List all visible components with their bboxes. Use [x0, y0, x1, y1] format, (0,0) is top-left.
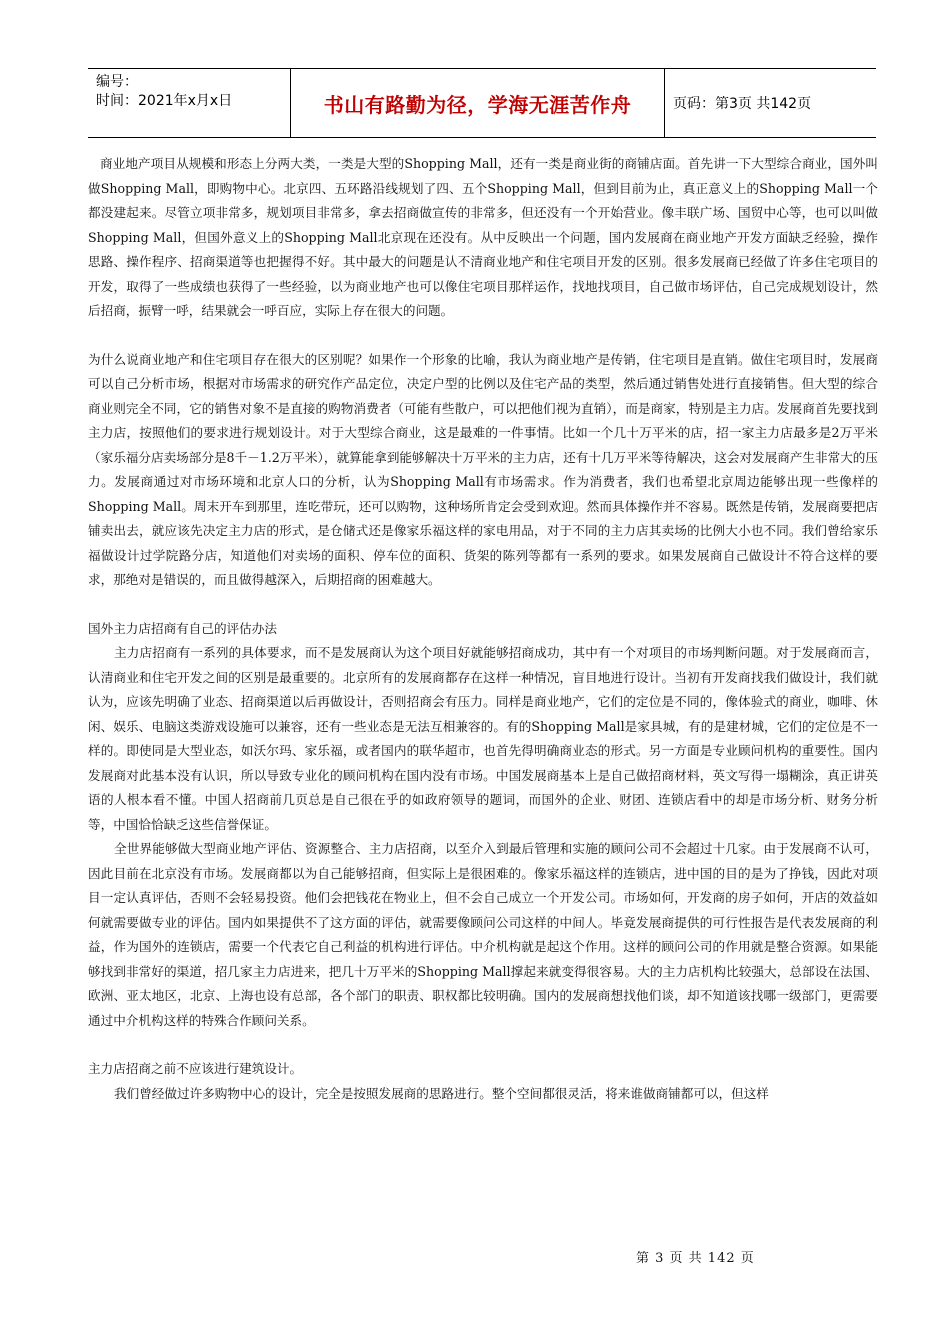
paragraph-4: 全世界能够做大型商业地产评估、资源整合、主力店招商，以至介入到最后管理和实施的顾问公司不会超过十几家。由于发展商不认可，因此目前在北京没有市场。发展商都以为自己能够招商，但实际上是很困难的。像家乐福这样的连锁店，进中国的目的是为了挣钱，因此对项目一定认真评估，否则不会轻易投资。他们会把钱花在物业上，但不会自己成立一个开发公司。市场如何，开发商的房子如何，开店的效益如何就需要做专业的评估。国内如果提供不了这方面的评估，就需要像顾问公司这样的中间人。毕竟发展商提供的可行性报告是代表发展商的利益，作为国外的连锁店，需要一个代表它自己利益的机构进行评估。中介机构就是起这个作用。这样的顾问公司的作用就是整合资源。如果能够找到非常好的渠道，招几家主力店进来，把几十万平米的Shopping Mall撑起来就变得很容易。大的主力店机构比较强大，总部设在法国、欧洲、亚太地区，北京、上海也设有总部，各个部门的职责、职权都比较明确。国内的发展商想找他们谈，却不知道该找哪一级部门，更需要通过中介机构这样的特殊合作顾问关系。	[88, 841, 878, 1028]
paragraph-3: 主力店招商有一系列的具体要求，而不是发展商认为这个项目好就能够招商成功，其中有一个对项目的市场判断问题。对于发展商而言，认清商业和住宅开发之间的区别是最重要的。北京所有的发展商都存在这样一种情况，盲目地进行设计。当初有开发商找我们做设计，我们就认为，应该先明确了业态、招商渠道以后再做设计，否则招商会有压力。同样是商业地产，它们的定位是不同的，像体验式的商业，咖啡、休闲、娱乐、电脑这类游戏设施可以兼容，还有一些业态是无法互相兼容的。有的Shopping Mall是家具城，有的是建材城，它们的定位是不一样的。即使同是大型业态，如沃尔玛、家乐福，或者国内的联华超市，也首先得明确商业态的形式。另一方面是专业顾问机构的重要性。国内发展商对此基本没有认识，所以导致专业化的顾问机构在国内没有市场。中国发展商基本上是自己做招商材料，英文写得一塌糊涂，真正讲英语的人根本看不懂。中国人招商前几页总是自己很在乎的如政府领导的题词，而国外的企业、财团、连锁店看中的却是市场分析、财务分析等，中国恰恰缺乏这些信誉保证。	[88, 645, 878, 832]
section-heading-2: 主力店招商之前不应该进行建筑设计。	[88, 1061, 303, 1076]
header-motto-cell	[290, 69, 665, 137]
page-footer: 第 3 页 共 142 页	[636, 1251, 755, 1266]
paragraph-gap	[88, 593, 878, 617]
document-number-label: 编号：	[96, 74, 138, 90]
paragraph-gap	[88, 324, 878, 348]
paragraph-5: 我们曾经做过许多购物中心的设计，完全是按照发展商的思路进行。整个空间都很灵活，将来谁做商铺都可以，但这样	[114, 1085, 769, 1101]
header-motto: 书山有路勤为径，学海无涯苦作舟	[323, 93, 632, 117]
paragraph-gap	[88, 1033, 878, 1057]
paragraph-2: 为什么说商业地产和住宅项目存在很大的区别呢？如果作一个形象的比喻，我认为商业地产是传销，住宅项目是直销。做住宅项目时，发展商可以自己分析市场，根据对市场需求的研究作产品定位，决定户型的比例以及住宅产品的类型，然后通过销售处进行直接销售。但大型的综合商业则完全不同，它的销售对象不是直接的购物消费者（可能有些散户，可以把他们视为直销），而是商家，特别是主力店。发展商首先要找到主力店，按照他们的要求进行规划设计。对于大型综合商业，这是最难的一件事情。比如一个几十万平米的店，招一家主力店最多是2万平米（家乐福分店卖场部分是8千－1.2万平米），就算能拿到能够解决十万平米的主力店，还有十几万平米等待解决，这会对发展商产生非常大的压力。发展商通过对市场环境和北京人口的分析，认为Shopping Mall有市场需求。作为消费者，我们也希望北京周边能够出现一些像样的Shopping Mall。周末开车到那里，连吃带玩，还可以购物，这种场所肯定会受到欢迎。然而具体操作并不容易。既然是传销，发展商要把店铺卖出去，就应该先决定主力店的形式，是仓储式还是像家乐福这样的家电用品，对于不同的主力店其卖场的比例大小也不同。我们曾给家乐福做设计过学院路分店，知道他们对卖场的面积、停车位的面积、货架的陈列等都有一系列的要求。如果发展商自己做设计不符合这样的要求，那绝对是错误的，而且做得越深入，后期招商的困难越大。	[88, 351, 878, 587]
paragraph-1: 商业地产项目从规模和形态上分两大类，一类是大型的Shopping Mall，还有一类是商业街的商铺店面。首先讲一下大型综合商业，国外叫做Shopping Mall，即购物中心。北京四、五环路沿线规划了四、五个Shopping Mall，但到目前为止，真正意义上的Shopping Mall一个都没建起来。尽管立项非常多，规划项目非常多，拿去招商做宣传的非常多，但还没有一个开始营业。像丰联广场、国贸中心等，也可以叫做Shopping Mall，但国外意义上的Shopping Mall北京现在还没有。从中反映出一个问题，国内发展商在商业地产开发方面缺乏经验，操作思路、操作程序、招商渠道等也把握得不好。其中最大的问题是认不清商业地产和住宅项目开发的区别。很多发展商已经做了许多住宅项目的开发，取得了一些成绩也获得了一些经验，以为商业地产也可以像住宅项目那样运作，找地找项目，自己做市场评估，自己完成规划设计，然后招商，振臂一呼，结果就会一呼百应，实际上存在很大的问题。	[88, 156, 878, 318]
document-time-label: 时间：2021年x月x日	[96, 93, 233, 109]
page-header	[88, 68, 876, 138]
document-body	[88, 152, 878, 1106]
header-meta	[96, 73, 232, 111]
section-heading-1: 国外主力店招商有自己的评估办法	[88, 620, 277, 636]
header-page-info: 页码：第3页 共142页	[673, 96, 812, 112]
